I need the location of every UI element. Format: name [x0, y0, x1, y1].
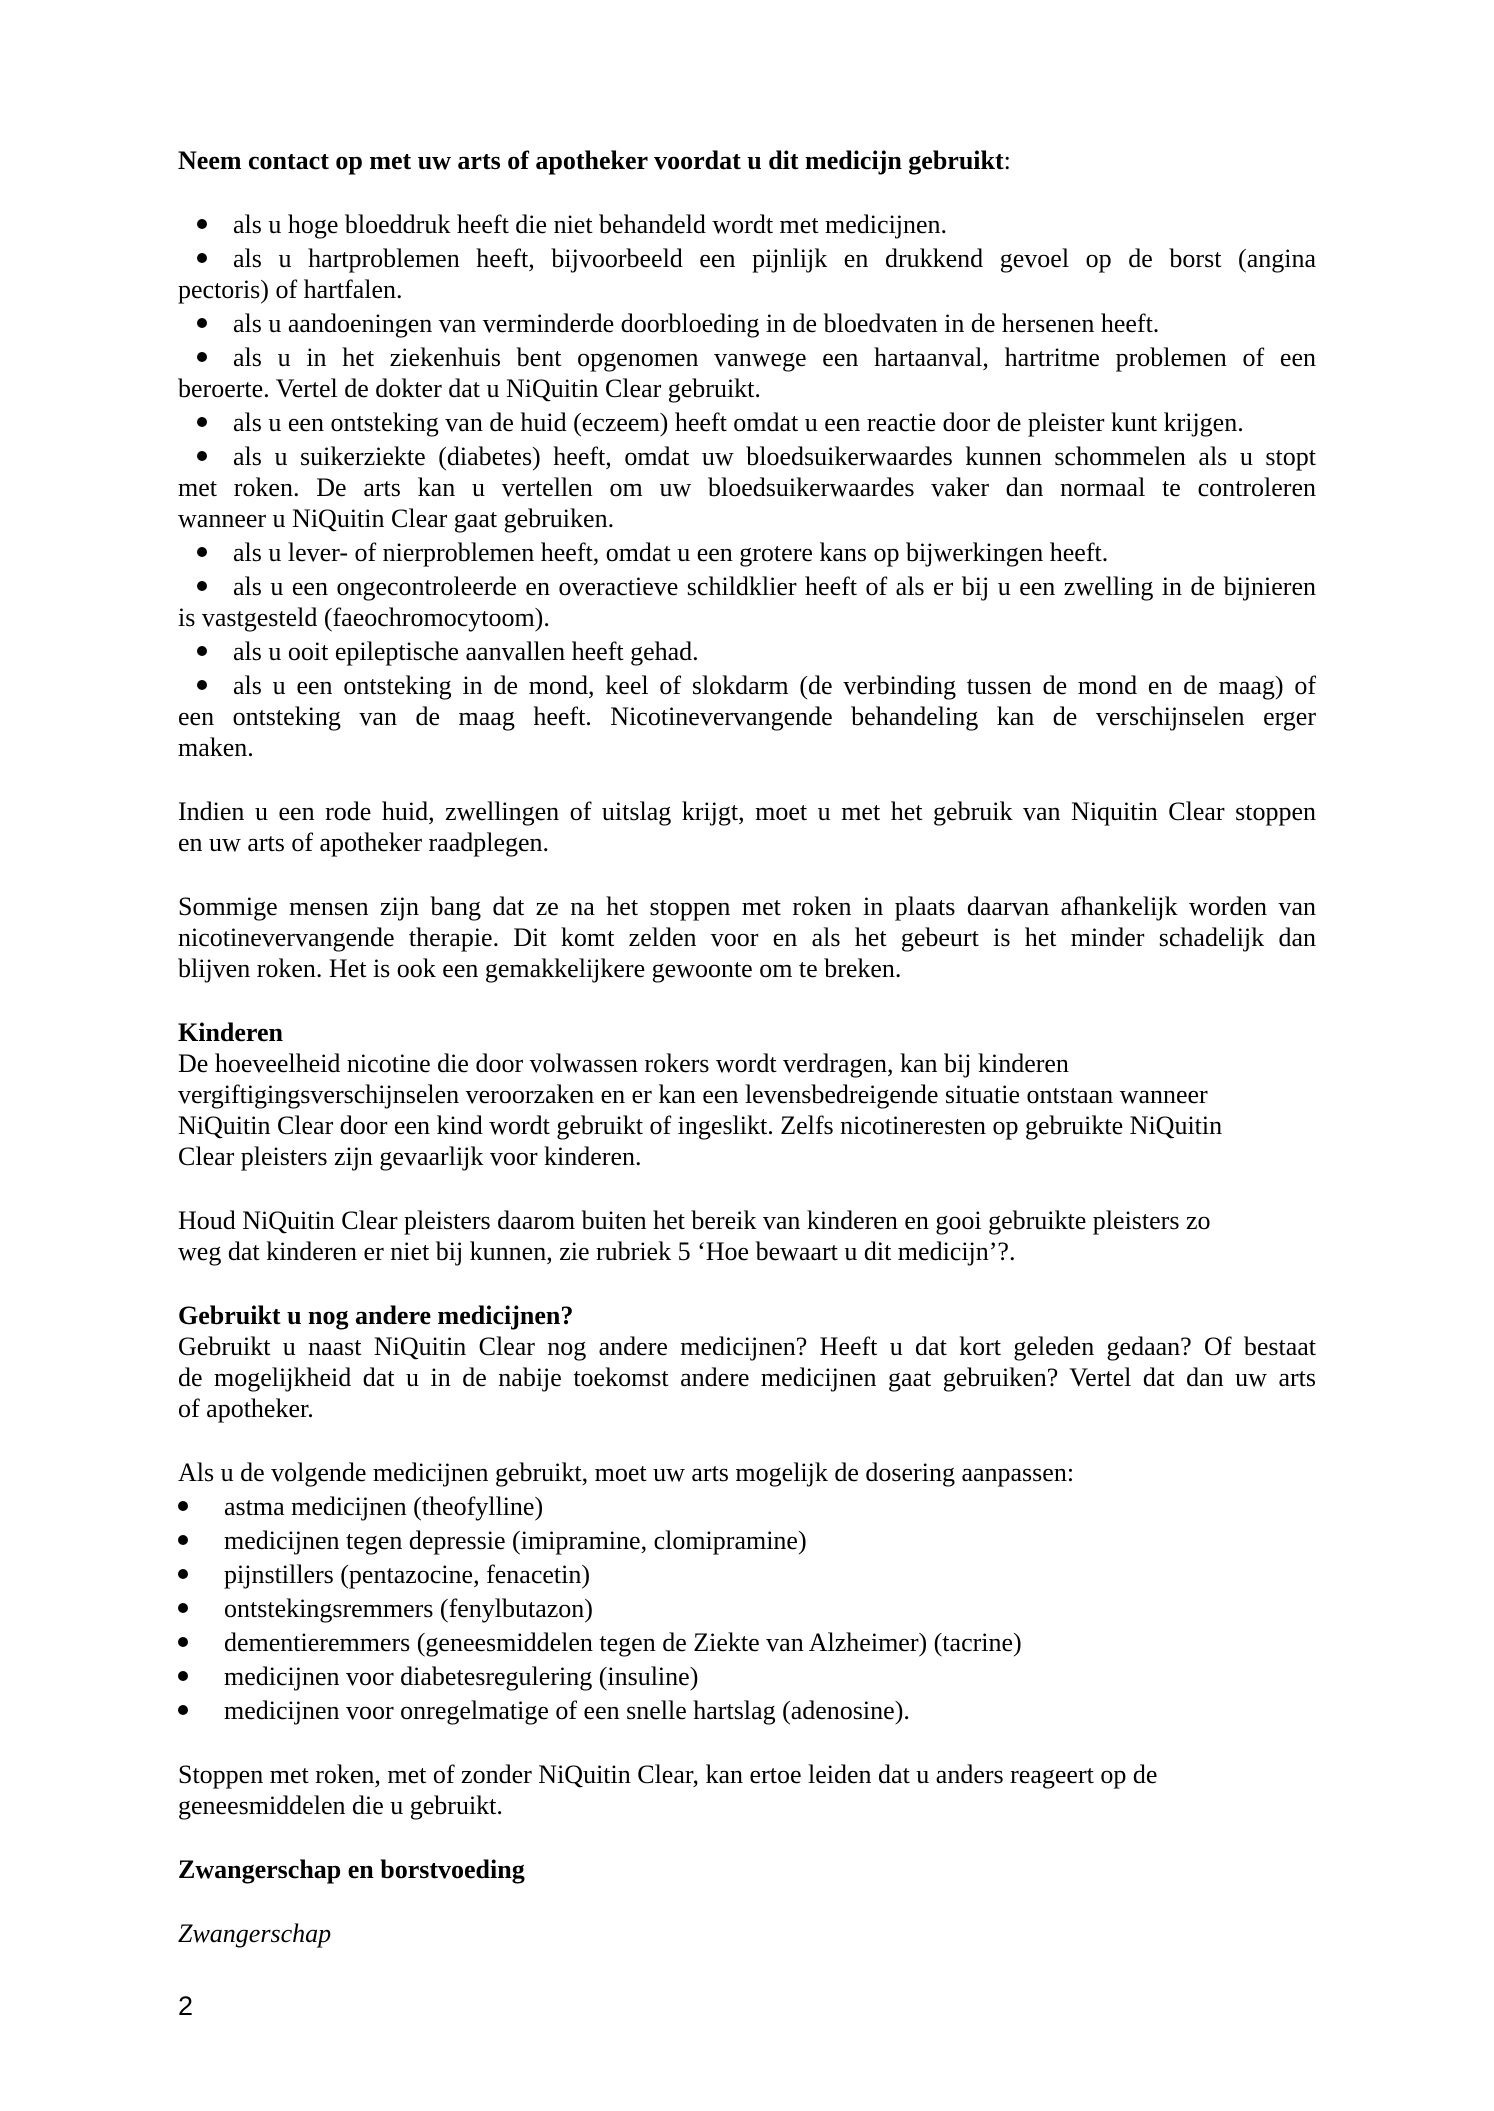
list-item — [178, 537, 1316, 568]
paragraph-line: medicijnen voor diabetesregulering (insuline) — [224, 1662, 699, 1691]
bullet-dot-icon — [197, 417, 207, 427]
paragraph-line: maken. — [178, 733, 254, 762]
bullet-dot-icon — [178, 1637, 188, 1647]
paragraph-line: als u een ontsteking van de huid (eczeem) heeft omdat u een reactie door de pleister kunt krijgen. — [233, 408, 1244, 437]
bullet-list — [178, 1491, 1316, 1726]
paragraph — [178, 1331, 1316, 1424]
paragraph-line: de mogelijkheid dat u in de nabije toekomst andere medicijnen gaat gebruiken? Vertel dat dan uw arts — [178, 1363, 1316, 1392]
list-item — [178, 571, 1316, 633]
spacer — [178, 176, 1316, 209]
paragraph-line: Houd NiQuitin Clear pleisters daarom buiten het bereik van kinderen en gooi gebruikte pleisters zo — [178, 1206, 1211, 1235]
list-item — [178, 1593, 1316, 1624]
paragraph-line: geneesmiddelen die u gebruikt. — [178, 1791, 503, 1820]
paragraph — [178, 796, 1316, 858]
paragraph-line: De hoeveelheid nicotine die door volwassen rokers wordt verdragen, kan bij kinderen — [178, 1049, 1069, 1078]
bullet-dot-icon — [197, 547, 207, 557]
paragraph — [178, 1205, 1316, 1267]
bullet-dot-icon — [178, 1569, 188, 1579]
spacer — [178, 1821, 1316, 1854]
paragraph — [178, 1918, 1316, 1949]
paragraph-line: als u in het ziekenhuis bent opgenomen vanwege een hartaanval, hartritme problemen of een — [233, 343, 1316, 372]
list-item — [178, 1559, 1316, 1590]
paragraph-line: als u een ontsteking in de mond, keel of slokdarm (de verbinding tussen de mond en de maag) of — [233, 671, 1316, 700]
bullet-dot-icon — [178, 1603, 188, 1613]
spacer — [178, 1424, 1316, 1457]
paragraph-line: Als u de volgende medicijnen gebruikt, moet uw arts mogelijk de dosering aanpassen: — [178, 1458, 1075, 1487]
paragraph — [178, 1759, 1316, 1821]
paragraph-line: NiQuitin Clear door een kind wordt gebruikt of ingeslikt. Zelfs nicotineresten op gebruikte NiQuitin — [178, 1111, 1223, 1140]
paragraph — [178, 891, 1316, 984]
paragraph-line: een ontsteking van de maag heeft. Nicotinevervangende behandeling kan de verschijnselen erger — [178, 702, 1316, 731]
paragraph-line: beroerte. Vertel de dokter dat u NiQuitin Clear gebruikt. — [178, 374, 761, 403]
bullet-dot-icon — [178, 1705, 188, 1715]
spacer — [178, 763, 1316, 796]
paragraph-line: als u hartproblemen heeft, bijvoorbeeld een pijnlijk en drukkend gevoel op de borst (angina — [233, 244, 1316, 273]
paragraph-line: blijven roken. Het is ook een gemakkelijkere gewoonte om te breken. — [178, 954, 902, 983]
paragraph-line: nicotinevervangende therapie. Dit komt zelden voor en als het gebeurt is het minder schadelijk dan — [178, 923, 1316, 952]
paragraph-line: astma medicijnen (theofylline) — [224, 1492, 544, 1521]
paragraph-line: als u suikerziekte (diabetes) heeft, omdat uw bloedsuikerwaardes kunnen schommelen als u stopt — [233, 442, 1316, 471]
list-item — [178, 407, 1316, 438]
section-heading-text: Neem contact op met uw arts of apotheker voordat u dit medicijn gebruikt — [178, 146, 1004, 175]
paragraph-line: als u aandoeningen van verminderde doorbloeding in de bloedvaten in de hersenen heeft. — [233, 309, 1160, 338]
paragraph-line: Stoppen met roken, met of zonder NiQuitin Clear, kan ertoe leiden dat u anders reageert op de — [178, 1760, 1158, 1789]
spacer — [178, 1172, 1316, 1205]
list-item — [178, 1627, 1316, 1658]
paragraph-line: met roken. De arts kan u vertellen om uw bloedsuikerwaardes vaker dan normaal te controleren — [178, 473, 1316, 502]
bullet-dot-icon — [197, 253, 207, 263]
paragraph-line: als u hoge bloeddruk heeft die niet behandeld wordt met medicijnen. — [233, 210, 948, 239]
paragraph-line: als u lever- of nierproblemen heeft, omdat u een grotere kans op bijwerkingen heeft. — [233, 538, 1109, 567]
paragraph-line: medicijnen voor onregelmatige of een snelle hartslag (adenosine). — [224, 1696, 910, 1725]
paragraph-line: als u een ongecontroleerde en overactieve schildklier heeft of als er bij u een zwelling in de bijnieren — [233, 572, 1316, 601]
bullet-dot-icon — [197, 318, 207, 328]
list-item — [178, 342, 1316, 404]
bullet-list — [178, 209, 1316, 763]
paragraph-line: pijnstillers (pentazocine, fenacetin) — [224, 1560, 591, 1589]
section-heading — [178, 1300, 1316, 1331]
paragraph-line: vergiftigingsverschijnselen veroorzaken en er kan een levensbedreigende situatie ontstaan wanneer — [178, 1080, 1208, 1109]
page-number: 2 — [178, 1991, 194, 2021]
spacer — [178, 1885, 1316, 1918]
paragraph-line: Sommige mensen zijn bang dat ze na het stoppen met roken in plaats daarvan afhankelijk worden van — [178, 892, 1316, 921]
paragraph-line: en uw arts of apotheker raadplegen. — [178, 828, 550, 857]
spacer — [178, 1949, 1316, 1991]
paragraph-line: als u ooit epileptische aanvallen heeft gehad. — [233, 637, 699, 666]
bullet-dot-icon — [197, 451, 207, 461]
bullet-dot-icon — [197, 219, 207, 229]
paragraph-line: wanneer u NiQuitin Clear gaat gebruiken. — [178, 504, 615, 533]
list-item — [178, 636, 1316, 667]
paragraph-line: is vastgesteld (faeochromocytoom). — [178, 603, 550, 632]
list-item — [178, 1491, 1316, 1522]
paragraph-line: dementieremmers (geneesmiddelen tegen de Ziekte van Alzheimer) (tacrine) — [224, 1628, 1022, 1657]
paragraph-line: weg dat kinderen er niet bij kunnen, zie rubriek 5 ‘Hoe bewaart u dit medicijn’?. — [178, 1237, 1016, 1266]
section-heading — [178, 1854, 1316, 1885]
paragraph-line: Indien u een rode huid, zwellingen of uitslag krijgt, moet u met het gebruik van Niquitin Clear stoppen — [178, 797, 1316, 826]
paragraph-line: ontstekingsremmers (fenylbutazon) — [224, 1594, 593, 1623]
list-item — [178, 308, 1316, 339]
list-item — [178, 1525, 1316, 1556]
paragraph-line: Gebruikt u naast NiQuitin Clear nog andere medicijnen? Heeft u dat kort geleden gedaan? Of bestaat — [178, 1332, 1316, 1361]
bullet-dot-icon — [197, 352, 207, 362]
paragraph-line: Clear pleisters zijn gevaarlijk voor kinderen. — [178, 1142, 642, 1171]
list-item — [178, 209, 1316, 240]
paragraph — [178, 1457, 1316, 1488]
section-heading — [178, 1017, 1316, 1048]
spacer — [178, 984, 1316, 1017]
document-body — [178, 145, 1316, 2022]
list-item — [178, 1695, 1316, 1726]
bullet-dot-icon — [178, 1535, 188, 1545]
section-heading-text: Kinderen — [178, 1018, 283, 1047]
spacer — [178, 858, 1316, 891]
section-heading — [178, 145, 1316, 176]
bullet-dot-icon — [178, 1501, 188, 1511]
paragraph-line: pectoris) of hartfalen. — [178, 275, 403, 304]
list-item — [178, 243, 1316, 305]
spacer — [178, 1726, 1316, 1759]
list-item — [178, 670, 1316, 763]
paragraph — [178, 1048, 1316, 1172]
spacer — [178, 1267, 1316, 1300]
paragraph-line: of apotheker. — [178, 1394, 314, 1423]
bullet-dot-icon — [197, 680, 207, 690]
list-item — [178, 1661, 1316, 1692]
bullet-dot-icon — [197, 646, 207, 656]
section-heading-suffix: : — [1003, 146, 1011, 175]
paragraph-line: Zwangerschap — [178, 1919, 332, 1948]
list-item — [178, 441, 1316, 534]
bullet-dot-icon — [178, 1671, 188, 1681]
section-heading-text: Zwangerschap en borstvoeding — [178, 1855, 525, 1884]
bullet-dot-icon — [197, 581, 207, 591]
paragraph-line: medicijnen tegen depressie (imipramine, clomipramine) — [224, 1526, 807, 1555]
section-heading-text: Gebruikt u nog andere medicijnen? — [178, 1301, 574, 1330]
